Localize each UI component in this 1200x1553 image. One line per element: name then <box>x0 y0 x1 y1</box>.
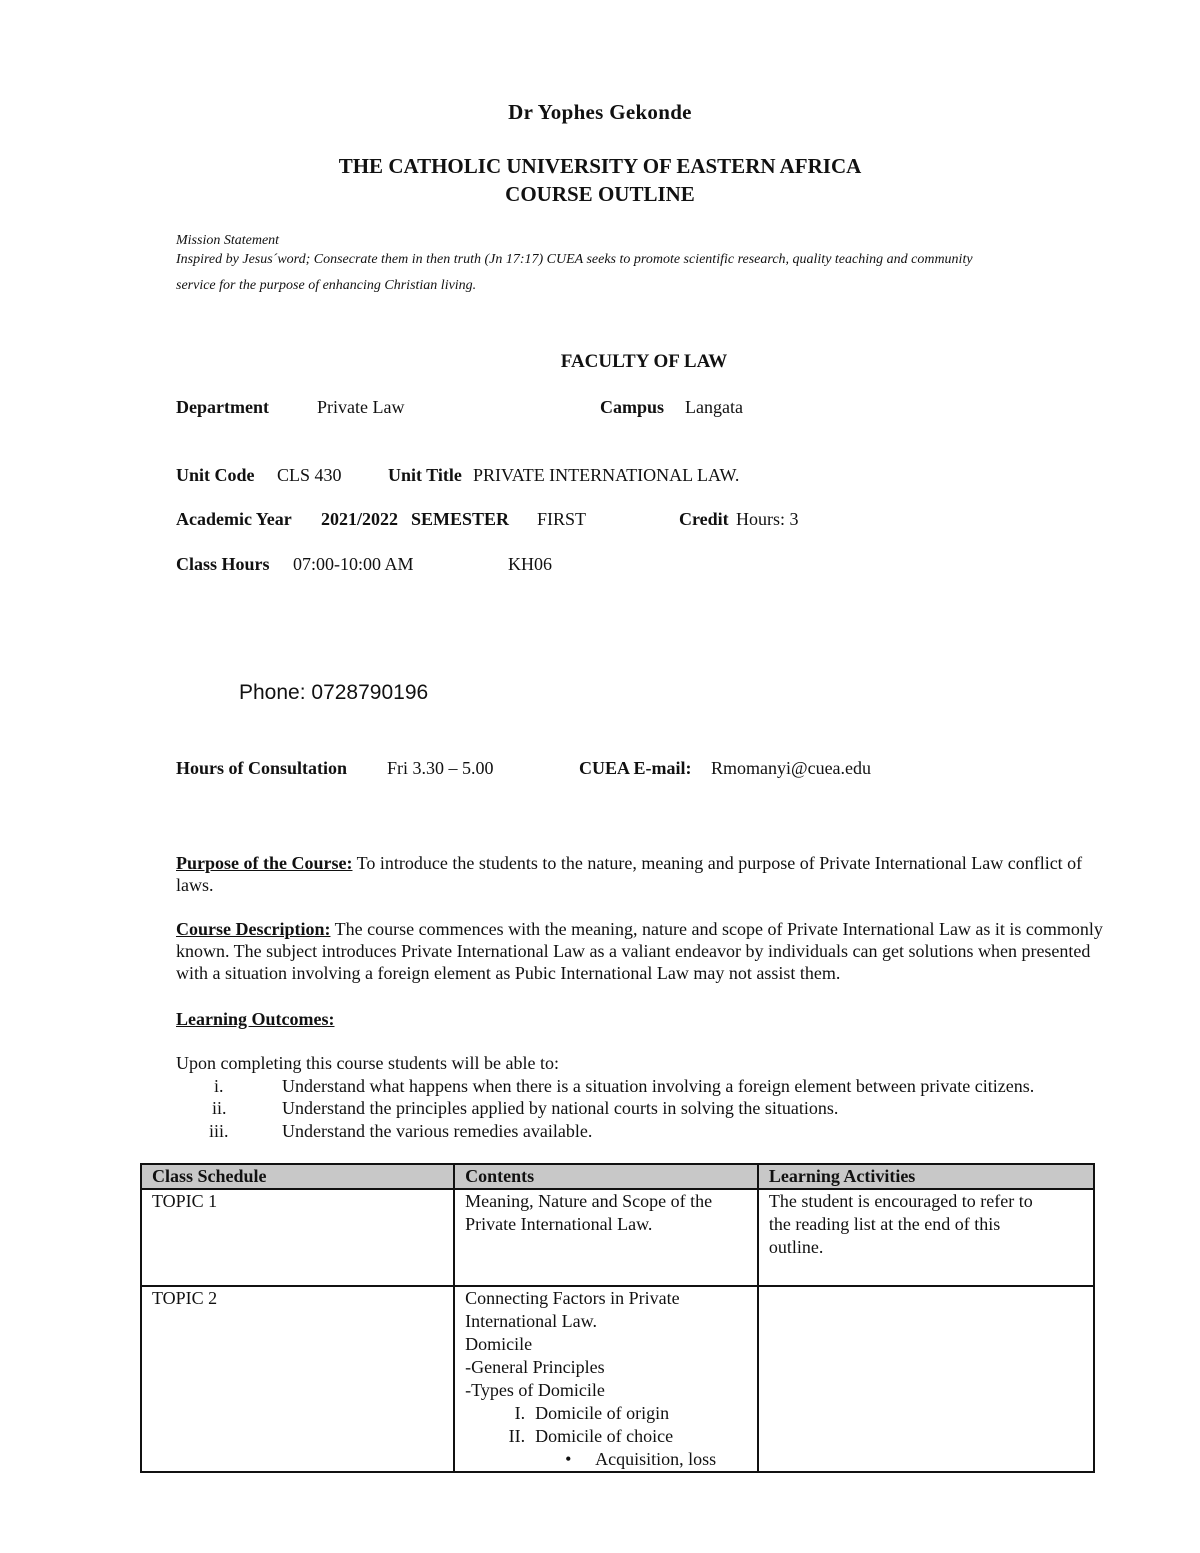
purpose-text: To introduce the students to the nature, meaning and purpose of Private International Law conflict of laws. <box>176 853 1083 895</box>
schedule-table <box>140 1163 1095 1473</box>
description-paragraph <box>176 918 1116 984</box>
topic-label: TOPIC 2 <box>152 1288 218 1308</box>
table-header-row <box>141 1164 1094 1189</box>
description-text: The course commences with the meaning, nature and scope of Private International Law as it is commonly known. The subject introduces Private International Law as a valiant endeavor by individuals can get solutions when presented with a situation involving a foreign element as Pubic International Law may not assist them. <box>176 919 1103 983</box>
bullet-item <box>465 1448 747 1471</box>
purpose-paragraph <box>176 852 1116 896</box>
faculty-title: FACULTY OF LAW <box>560 351 728 372</box>
description-label: Course Description: <box>176 919 331 939</box>
contents-cell <box>454 1286 758 1472</box>
academic-year-label: Academic Year <box>176 509 292 529</box>
email-value[interactable]: Rmomanyi@cuea.edu <box>711 758 872 778</box>
unit-code-value: CLS 430 <box>277 465 342 485</box>
activities-cell <box>758 1286 1094 1472</box>
credit-label: Credit <box>679 509 729 529</box>
campus-value: Langata <box>685 397 743 417</box>
table-row <box>141 1286 1094 1472</box>
outcomes-intro: Upon completing this course students will be able to: <box>176 1053 559 1073</box>
department-value: Private Law <box>317 397 405 417</box>
room-value: KH06 <box>508 554 552 574</box>
mission-label: Mission Statement <box>176 233 280 248</box>
semester-label: SEMESTER <box>411 509 510 529</box>
header-contents: Contents <box>454 1164 758 1189</box>
bullet-icon: • <box>565 1449 572 1469</box>
contents-line: -General Principles <box>465 1357 605 1377</box>
mission-line-1: Inspired by Jesus´word; Consecrate them in then truth (Jn 17:17) CUEA seeks to promote scientific research, quality teaching and community <box>176 252 973 267</box>
activities-cell <box>758 1189 1094 1286</box>
topic-label: TOPIC 1 <box>152 1191 218 1211</box>
header-class-schedule: Class Schedule <box>141 1164 454 1189</box>
header-learning-activities: Learning Activities <box>758 1164 1094 1189</box>
topic-cell <box>141 1286 454 1472</box>
outcome-text: Understand the principles applied by national courts in solving the situations. <box>282 1098 839 1118</box>
academic-year-value: 2021/2022 <box>321 509 399 529</box>
semester-value: FIRST <box>537 509 587 529</box>
outcome-number: ii. <box>212 1098 227 1118</box>
mission-line-2: service for the purpose of enhancing Christian living. <box>176 278 477 293</box>
email-label: CUEA E-mail: <box>579 758 692 778</box>
contents-line: -Types of Domicile <box>465 1380 605 1400</box>
contents-line: Meaning, Nature and Scope of the <box>465 1191 713 1211</box>
unit-title-value: PRIVATE INTERNATIONAL LAW. <box>473 465 740 485</box>
contents-line: Connecting Factors in Private <box>465 1288 680 1308</box>
outcome-text: Understand what happens when there is a situation involving a foreign element between private citizens. <box>282 1076 1035 1096</box>
university-title: THE CATHOLIC UNIVERSITY OF EASTERN AFRICA <box>338 154 862 178</box>
numbered-item-text: Domicile of choice <box>535 1426 674 1446</box>
document-type: COURSE OUTLINE <box>505 182 695 206</box>
department-label: Department <box>176 397 269 417</box>
phone-number: Phone: 0728790196 <box>239 681 429 704</box>
numbered-item <box>465 1402 747 1425</box>
activities-line: outline. <box>768 1237 824 1257</box>
activities-line: the reading list at the end of this <box>768 1214 1001 1234</box>
contents-line: Domicile <box>465 1334 533 1354</box>
unit-title-label: Unit Title <box>388 465 462 485</box>
activities-line: The student is encouraged to refer to <box>768 1191 1033 1211</box>
bullet-text: Acquisition, loss <box>595 1449 717 1469</box>
campus-label: Campus <box>600 397 665 417</box>
author-name: Dr Yophes Gekonde <box>508 100 692 124</box>
unit-code-label: Unit Code <box>176 465 255 485</box>
topic-cell <box>141 1189 454 1286</box>
consultation-label: Hours of Consultation <box>176 758 348 778</box>
contents-line: International Law. <box>465 1311 597 1331</box>
numbered-item-text: Domicile of origin <box>535 1403 670 1423</box>
contents-line: Private International Law. <box>465 1214 653 1234</box>
outcome-number: i. <box>214 1076 224 1096</box>
outcome-text: Understand the various remedies available. <box>282 1121 593 1141</box>
consultation-value: Fri 3.30 – 5.00 <box>387 758 494 778</box>
table-row <box>141 1189 1094 1286</box>
outcome-number: iii. <box>209 1121 229 1141</box>
class-hours-label: Class Hours <box>176 554 270 574</box>
numbered-item-num: I. <box>514 1403 526 1423</box>
numbered-item-num: II. <box>508 1426 526 1446</box>
class-hours-value: 07:00-10:00 AM <box>293 554 414 574</box>
credit-hours-value: Hours: 3 <box>736 509 799 529</box>
purpose-label: Purpose of the Course: <box>176 853 353 873</box>
outcomes-label: Learning Outcomes: <box>176 1009 335 1029</box>
contents-cell <box>454 1189 758 1286</box>
numbered-item <box>465 1425 747 1448</box>
